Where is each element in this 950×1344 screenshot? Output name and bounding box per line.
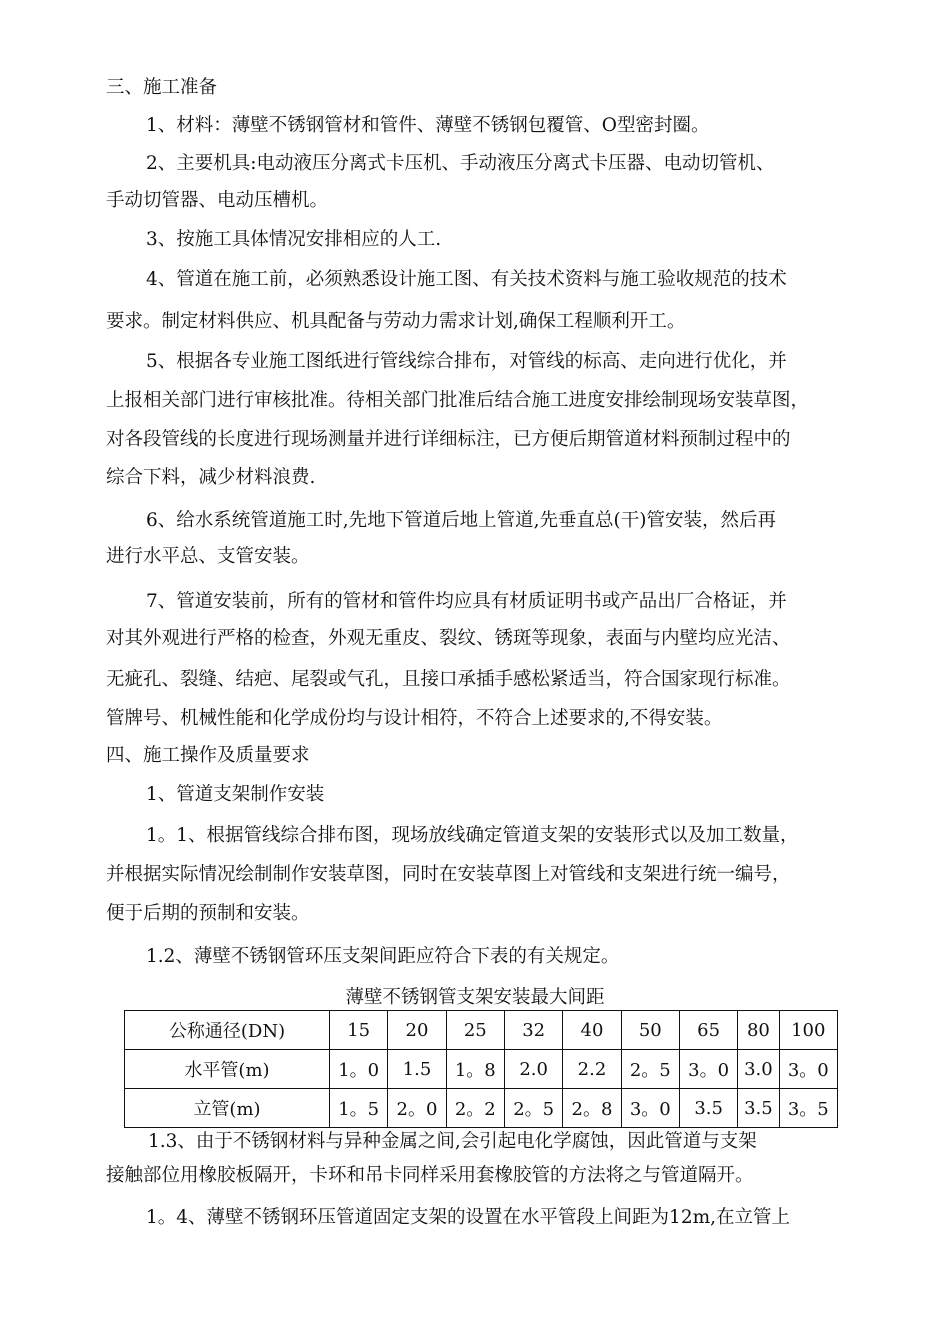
table-cell: 2。8	[563, 1089, 621, 1128]
table-cell: 3.5	[738, 1089, 779, 1128]
table-cell: 2。5	[504, 1089, 562, 1128]
table-cell: 50	[621, 1011, 679, 1050]
table-cell: 公称通径(DN)	[125, 1011, 330, 1050]
table-cell: 2。0	[388, 1089, 446, 1128]
paragraph-line: 1、材料：薄壁不锈钢管材和管件、薄壁不锈钢包覆管、O型密封圈。	[146, 115, 710, 136]
section-heading-4: 四、施工操作及质量要求	[106, 745, 310, 766]
table-cell: 25	[446, 1011, 504, 1050]
paragraph-line: 1。1、根据管线综合排布图，现场放线确定管道支架的安装形式以及加工数量，	[146, 825, 799, 846]
table-cell: 3。0	[679, 1050, 737, 1089]
paragraph-line: 要求。制定材料供应、机具配备与劳动力需求计划,确保工程顺利开工。	[106, 311, 686, 332]
table-cell: 3.0	[738, 1050, 779, 1089]
paragraph-line: 6、给水系统管道施工时,先地下管道后地上管道,先垂直总(干)管安装，然后再	[146, 510, 776, 531]
table-cell: 3。0	[779, 1050, 837, 1089]
table-cell: 3。0	[621, 1089, 679, 1128]
table-cell: 100	[779, 1011, 837, 1050]
table-cell: 65	[679, 1011, 737, 1050]
paragraph-line: 3、按施工具体情况安排相应的人工.	[146, 229, 442, 250]
paragraph-line: 1。4、薄壁不锈钢环压管道固定支架的设置在水平管段上间距为12m,在立管上	[146, 1207, 791, 1228]
paragraph-line: 并根据实际情况绘制制作安装草图，同时在安装草图上对管线和支架进行统一编号，	[106, 864, 791, 885]
table-title: 薄壁不锈钢管支架安装最大间距	[345, 987, 605, 1008]
paragraph-line: 综合下料，减少材料浪费.	[106, 467, 316, 488]
paragraph-line: 管牌号、机械性能和化学成份均与设计相符，不符合上述要求的,不得安装。	[106, 708, 723, 729]
table-row	[125, 1050, 838, 1089]
paragraph-line: 1.2、薄壁不锈钢管环压支架间距应符合下表的有关规定。	[146, 946, 620, 967]
paragraph-line: 手动切管器、电动压槽机。	[106, 190, 329, 211]
paragraph-line: 7、管道安装前，所有的管材和管件均应具有材质证明书或产品出厂合格证，并	[146, 591, 787, 612]
paragraph-line: 上报相关部门进行审核批准。待相关部门批准后结合施工进度安排绘制现场安装草图，	[106, 390, 810, 411]
table-cell: 1.5	[388, 1050, 446, 1089]
paragraph-line: 2、主要机具:电动液压分离式卡压机、手动液压分离式卡压器、电动切管机、	[146, 153, 775, 174]
support-spacing-table	[124, 1010, 838, 1128]
subsection-heading: 1、管道支架制作安装	[146, 784, 325, 805]
table-row	[125, 1089, 838, 1128]
table-cell: 2.2	[563, 1050, 621, 1089]
table-cell: 15	[330, 1011, 388, 1050]
table-cell: 3.5	[679, 1089, 737, 1128]
table-cell: 1。8	[446, 1050, 504, 1089]
table-cell: 80	[738, 1011, 779, 1050]
table-cell: 20	[388, 1011, 446, 1050]
table-cell: 立管(m)	[125, 1089, 330, 1128]
paragraph-line: 4、管道在施工前，必须熟悉设计施工图、有关技术资料与施工验收规范的技术	[146, 269, 787, 290]
paragraph-line: 对各段管线的长度进行现场测量并进行详细标注，已方便后期管道材料预制过程中的	[106, 429, 791, 450]
table-cell: 水平管(m)	[125, 1050, 330, 1089]
table-header-row	[125, 1011, 838, 1050]
paragraph-line: 5、根据各专业施工图纸进行管线综合排布，对管线的标高、走向进行优化，并	[146, 351, 787, 372]
table-cell: 2。2	[446, 1089, 504, 1128]
paragraph-line: 进行水平总、支管安装。	[106, 546, 310, 567]
paragraph-line: 接触部位用橡胶板隔开，卡环和吊卡同样采用套橡胶管的方法将之与管道隔开。	[106, 1165, 754, 1186]
table-cell: 2.0	[504, 1050, 562, 1089]
section-heading-3: 三、施工准备	[106, 77, 218, 98]
paragraph-line: 无疵孔、裂缝、结疤、尾裂或气孔，且接口承插手感松紧适当，符合国家现行标准。	[106, 669, 791, 690]
table-cell: 32	[504, 1011, 562, 1050]
table-cell: 40	[563, 1011, 621, 1050]
paragraph-line: 1.3、由于不锈钢材料与异种金属之间,会引起电化学腐蚀，因此管道与支架	[148, 1131, 757, 1152]
paragraph-line: 便于后期的预制和安装。	[106, 903, 310, 924]
table-cell: 2。5	[621, 1050, 679, 1089]
table-cell: 3。5	[779, 1089, 837, 1128]
table-cell: 1。0	[330, 1050, 388, 1089]
table-cell: 1。5	[330, 1089, 388, 1128]
paragraph-line: 对其外观进行严格的检查，外观无重皮、裂纹、锈斑等现象，表面与内壁均应光洁、	[106, 628, 791, 649]
